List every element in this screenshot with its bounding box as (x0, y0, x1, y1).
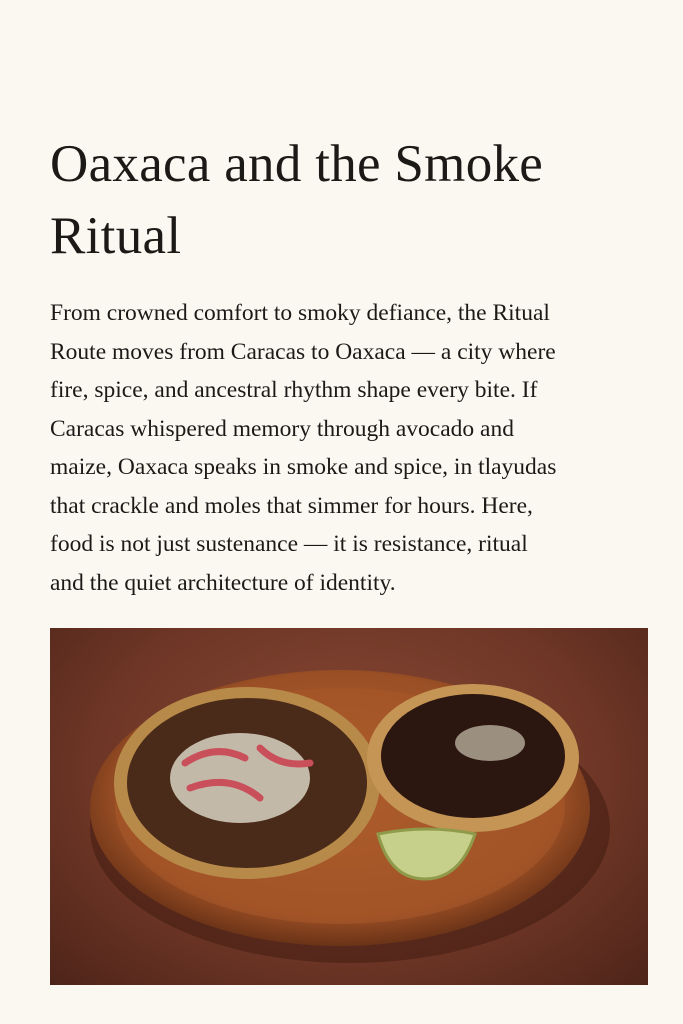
article-body (50, 294, 670, 602)
body-line: and the quiet architecture of identity. (50, 569, 396, 596)
food-photo (50, 628, 648, 985)
tlayuda-plate-illustration (50, 628, 648, 985)
body-line: Route moves from Caracas to Oaxaca — a city where (50, 338, 556, 365)
body-line: fire, spice, and ancestral rhythm shape every bite. If (50, 377, 538, 403)
body-line: Caracas whispered memory through avocado and (50, 415, 514, 442)
article-title: Oaxaca and the Smoke Ritual (50, 135, 544, 265)
body-line: food is not just sustenance — it is resistance, ritual (50, 531, 528, 557)
body-line: maize, Oaxaca speaks in smoke and spice, in tlayudas (50, 454, 557, 480)
body-line: that crackle and moles that simmer for hours. Here, (50, 492, 533, 519)
body-line: From crowned comfort to smoky defiance, the Ritual (50, 300, 550, 326)
